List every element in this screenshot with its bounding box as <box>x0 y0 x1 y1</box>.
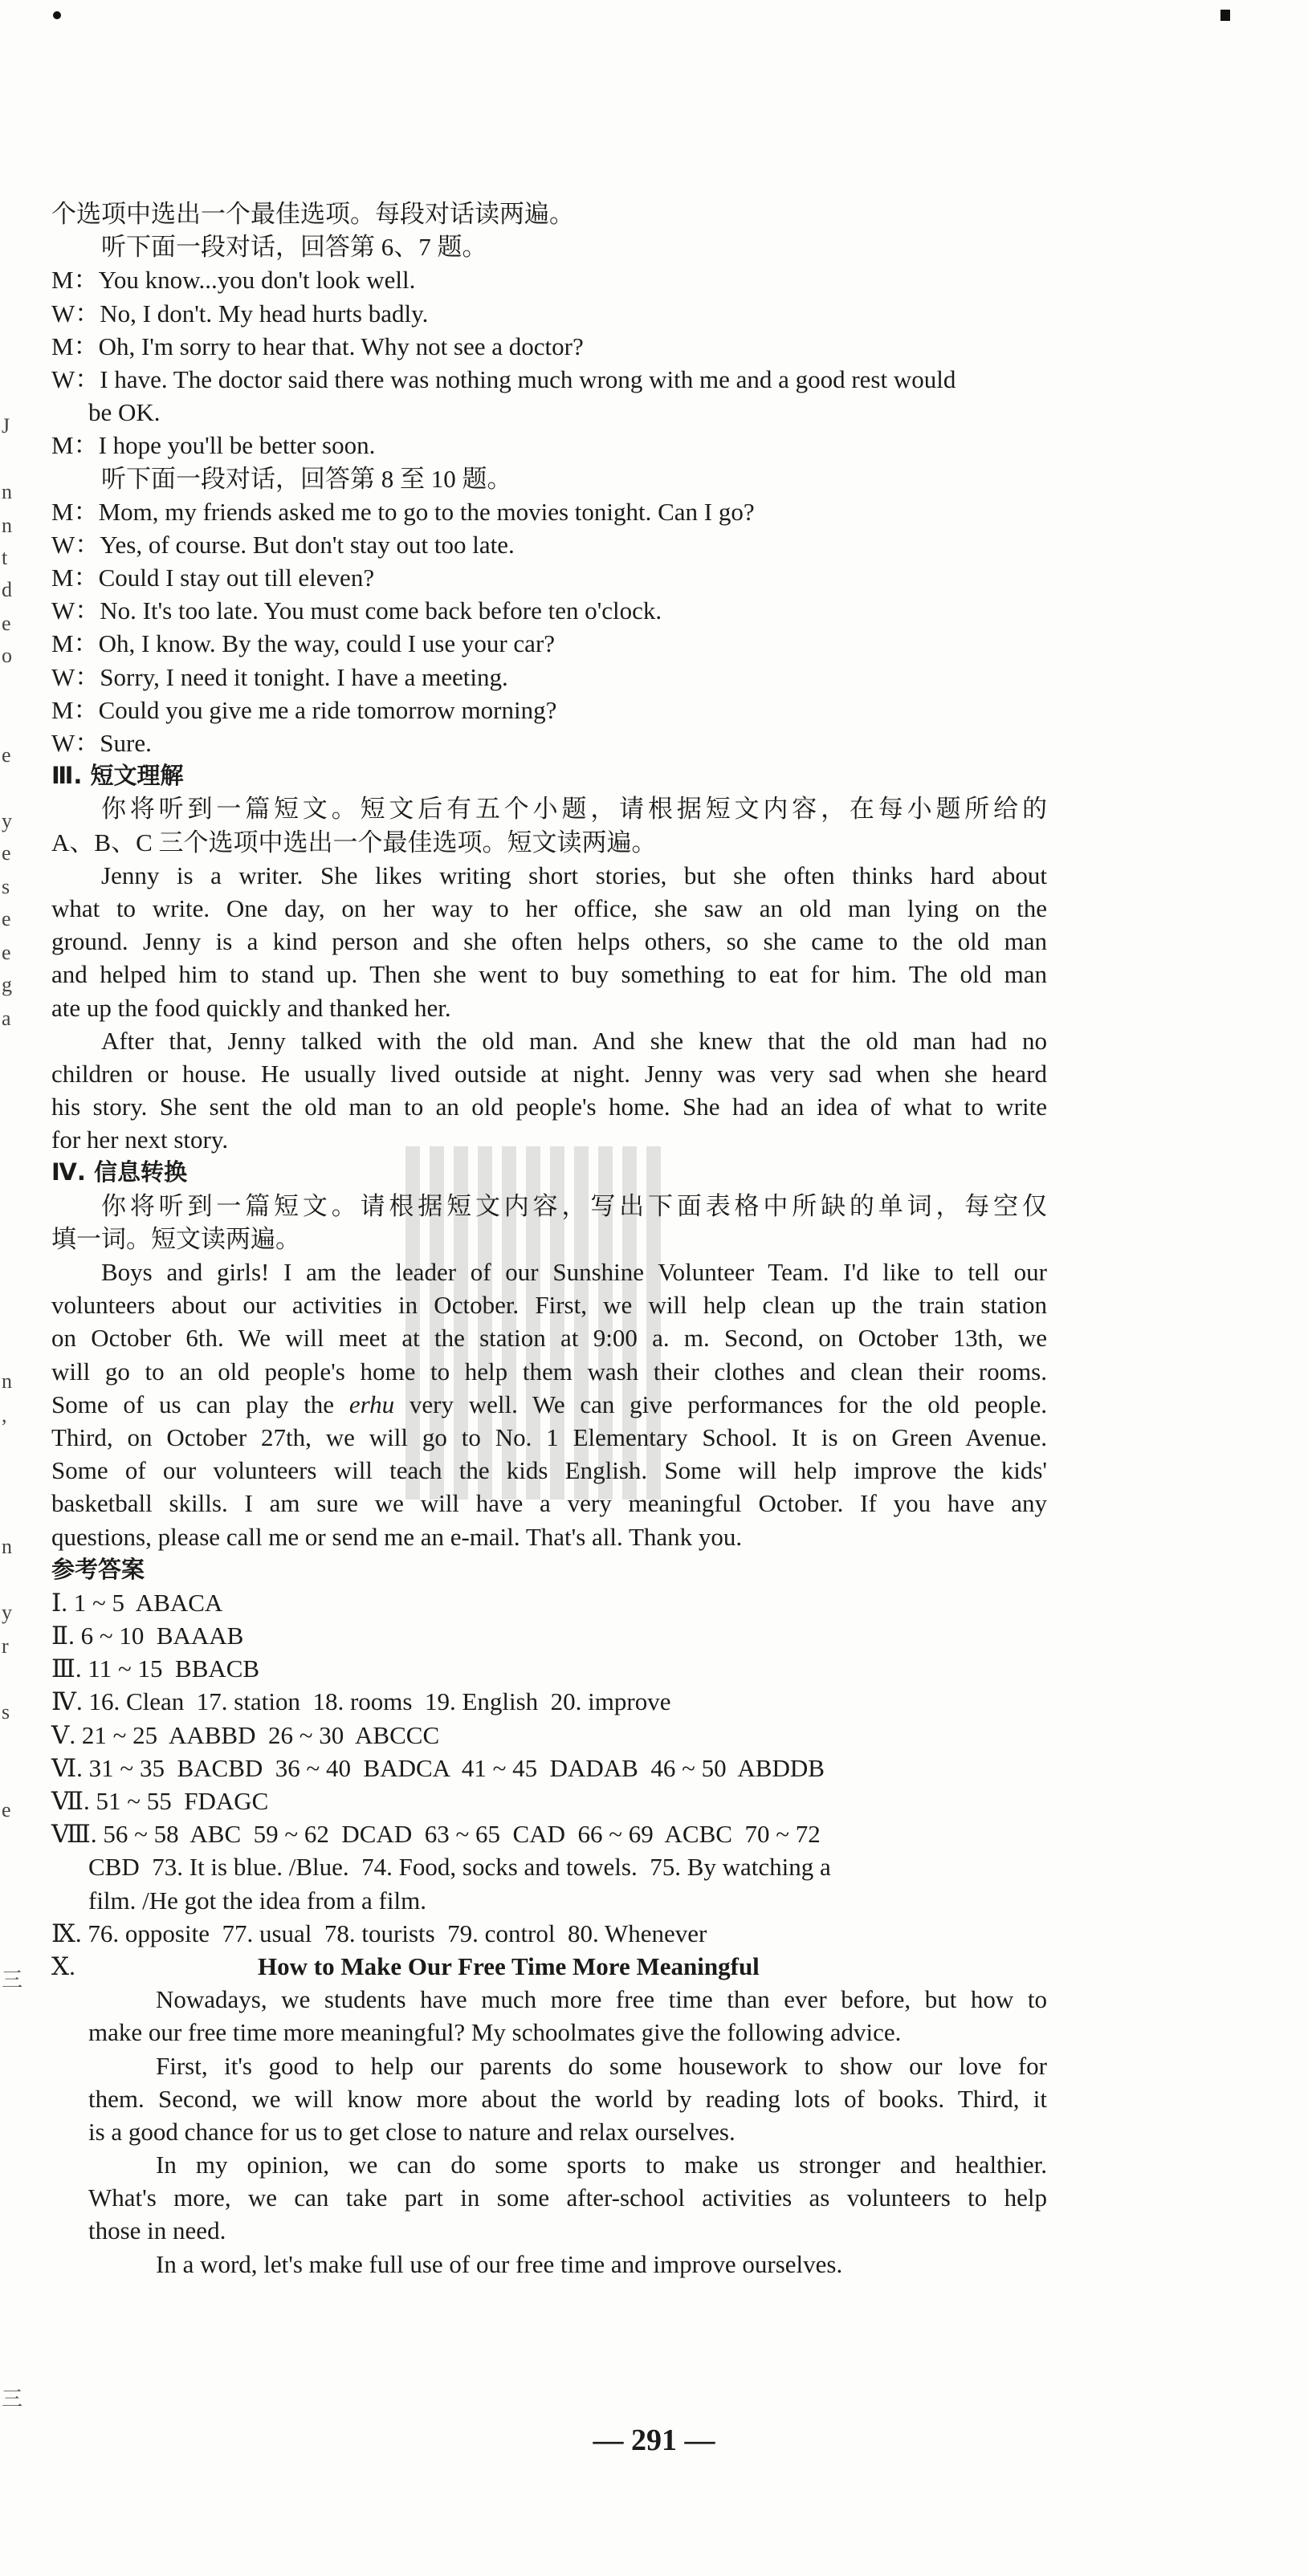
passage-text: Some of us can play the <box>51 1390 349 1418</box>
passage-line: on October 6th. We will meet at the station at 9:00 a. m. Second, on October 13th, we <box>51 1324 1047 1353</box>
answer-row: Ⅷ. 56 ~ 58 ABC 59 ~ 62 DCAD 63 ~ 65 CAD 66 ~ 69 ACBC 70 ~ 72 <box>51 1820 821 1849</box>
margin-fragment: n <box>2 1369 12 1393</box>
margin-fragment: 三 <box>2 1968 23 1992</box>
passage-line: Some of our volunteers will teach the kids English. Some will help improve the kids' <box>51 1456 1047 1485</box>
essay-line: First, it's good to help our parents do some housework to show our love for <box>156 2051 1047 2080</box>
essay-line: In a word, let's make full use of our free time and improve ourselves. <box>156 2249 843 2278</box>
answer-row: Ⅸ. 76. opposite 77. usual 78. tourists 79. control 80. Whenever <box>51 1919 707 1947</box>
essay-line: is a good chance for us to get close to nature and relax ourselves. <box>88 2117 735 2146</box>
margin-fragment: n <box>2 1535 12 1558</box>
dialogue-instruction: 听下面一段对话，回答第 8 至 10 题。 <box>101 464 512 493</box>
margin-fragment: g <box>2 973 12 996</box>
dialogue-line: M：Mom, my friends asked me to go to the movies tonight. Can I go? <box>51 497 755 526</box>
answer-row: Ⅳ. 16. Clean 17. station 18. rooms 19. English 20. improve <box>51 1687 671 1716</box>
dialogue-line: M：I hope you'll be better soon. <box>51 431 376 460</box>
essay-line: make our free time more meaningful? My schoolmates give the following advice. <box>88 2018 902 2047</box>
passage-line: Boys and girls! I am the leader of our Sunshine Volunteer Team. I'd like to tell our <box>101 1258 1047 1286</box>
dialogue-line: W：No, I don't. My head hurts badly. <box>51 299 429 328</box>
corner-mark-left <box>53 11 61 19</box>
passage-line: ground. Jenny is a kind person and she often helps others, so she came to the old man <box>51 927 1047 956</box>
essay-line: those in need. <box>88 2216 226 2245</box>
answer-row: Ⅱ. 6 ~ 10 BAAAB <box>51 1622 244 1650</box>
passage-line: children or house. He usually lived outside at night. Jenny was very sad when she heard <box>51 1059 1047 1088</box>
passage-italic-word: erhu <box>348 1390 395 1418</box>
passage-line: what to write. One day, on her way to her office, she saw an old man lying on the <box>51 893 1047 922</box>
section-instruction: 你将听到一篇短文。请根据短文内容，写出下面表格中所缺的单词，每空仅 <box>101 1191 1047 1220</box>
essay-title: How to Make Our Free Time More Meaningful <box>258 1951 760 1980</box>
answers-heading: 参考答案 <box>51 1555 145 1583</box>
dialogue-line: M：Oh, I'm sorry to hear that. Why not see a doctor? <box>51 332 584 360</box>
dialogue-line: M：You know...you don't look well. <box>51 266 416 295</box>
margin-fragment: , <box>2 1403 7 1426</box>
writing-label: Ⅹ. <box>51 1951 75 1980</box>
answer-row: film. /He got the idea from a film. <box>88 1886 426 1915</box>
passage-line: will go to an old people's home to help them wash their clothes and clean their rooms. <box>51 1357 1047 1386</box>
margin-fragment: s <box>2 875 10 898</box>
margin-fragment: e <box>2 907 11 930</box>
margin-fragment: s <box>2 1700 10 1723</box>
section-instruction: A、B、C 三个选项中选出一个最佳选项。短文读两遍。 <box>51 828 657 857</box>
listening-intro-tail: 个选项中选出一个最佳选项。每段对话读两遍。 <box>51 200 574 228</box>
margin-fragment: n <box>2 514 12 537</box>
dialogue-line: W：I have. The doctor said there was nothing much wrong with me and a good rest would <box>51 364 956 393</box>
corner-mark-right <box>1220 10 1230 21</box>
passage-line: ate up the food quickly and thanked her. <box>51 993 451 1022</box>
passage-line: After that, Jenny talked with the old man. And she knew that the old man had no <box>101 1026 1047 1055</box>
essay-line: In my opinion, we can do some sports to make us stronger and healthier. <box>156 2151 1047 2179</box>
essay-line: What's more, we can take part in some after-school activities as volunteers to help <box>88 2183 1047 2212</box>
passage-line: Jenny is a writer. She likes writing short stories, but she often thinks hard about <box>101 861 1047 889</box>
margin-fragment: t <box>2 546 8 569</box>
dialogue-line: W：Sure. <box>51 729 152 757</box>
margin-fragment: n <box>2 480 12 503</box>
answer-row: Ⅴ. 21 ~ 25 AABBD 26 ~ 30 ABCCC <box>51 1720 440 1749</box>
dialogue-line: M：Could you give me a ride tomorrow morning? <box>51 695 557 724</box>
margin-fragment: y <box>2 809 12 832</box>
margin-fragment: d <box>2 578 12 601</box>
margin-fragment: r <box>2 1634 9 1658</box>
passage-text: very well. We can give performances for the old people. <box>394 1390 1047 1418</box>
essay-line: them. Second, we will know more about the world by reading lots of books. Third, it <box>88 2084 1047 2113</box>
margin-fragment: e <box>2 1798 11 1821</box>
section-heading: Ⅲ. 短文理解 <box>51 762 184 790</box>
answer-row: Ⅲ. 11 ~ 15 BBACB <box>51 1654 260 1683</box>
passage-line: volunteers about our activities in October. First, we will help clean up the train station <box>51 1291 1047 1320</box>
margin-fragment: J <box>2 414 10 437</box>
margin-fragment: e <box>2 841 11 865</box>
margin-fragment: a <box>2 1007 11 1030</box>
margin-fragment: e <box>2 612 11 635</box>
page-number: — 291 — <box>593 2423 715 2457</box>
answer-row: Ⅶ. 51 ~ 55 FDAGC <box>51 1787 269 1815</box>
answer-row: CBD 73. It is blue. /Blue. 74. Food, socks and towels. 75. By watching a <box>88 1853 831 1882</box>
margin-fragment: e <box>2 941 11 964</box>
margin-fragment: 三 <box>2 2387 23 2411</box>
dialogue-line: W：Yes, of course. But don't stay out too late. <box>51 530 515 559</box>
section-heading: Ⅳ. 信息转换 <box>51 1158 187 1186</box>
writing-title-row <box>51 1950 1047 1983</box>
answer-row: Ⅰ. 1 ~ 5 ABACA <box>51 1588 223 1617</box>
dialogue-line: be OK. <box>88 398 161 427</box>
essay-line: Nowadays, we students have much more free time than ever before, but how to <box>156 1985 1047 2014</box>
dialogue-instruction: 听下面一段对话，回答第 6、7 题。 <box>101 233 487 262</box>
section-instruction: 你将听到一篇短文。短文后有五个小题，请根据短文内容，在每小题所给的 <box>101 795 1047 824</box>
dialogue-line: M：Could I stay out till eleven? <box>51 564 375 592</box>
passage-line: Third, on October 27th, we will go to No. 1 Elementary School. It is on Green Avenue. <box>51 1422 1047 1451</box>
dialogue-line: W：Sorry, I need it tonight. I have a meeting. <box>51 662 508 691</box>
passage-line: for her next story. <box>51 1125 229 1154</box>
margin-fragment: y <box>2 1601 12 1624</box>
passage-line: his story. She sent the old man to an old people's home. She had an idea of what to write <box>51 1093 1047 1121</box>
passage-line: questions, please call me or send me an e-mail. That's all. Thank you. <box>51 1522 743 1551</box>
dialogue-line: M：Oh, I know. By the way, could I use your car? <box>51 629 556 658</box>
passage-line: basketball skills. I am sure we will have a very meaningful October. If you have any <box>51 1489 1047 1518</box>
passage-line: and helped him to stand up. Then she went to buy something to eat for him. The old man <box>51 960 1047 989</box>
answer-row: Ⅵ. 31 ~ 35 BACBD 36 ~ 40 BADCA 41 ~ 45 DADAB 46 ~ 50 ABDDB <box>51 1753 825 1782</box>
answer-key-page <box>51 197 1047 2281</box>
passage-line-erhu <box>51 1388 1047 1421</box>
margin-fragment: e <box>2 743 11 767</box>
margin-fragment: o <box>2 644 12 667</box>
section-instruction: 填一词。短文读两遍。 <box>51 1224 300 1253</box>
dialogue-line: W：No. It's too late. You must come back before ten o'clock. <box>51 596 662 625</box>
